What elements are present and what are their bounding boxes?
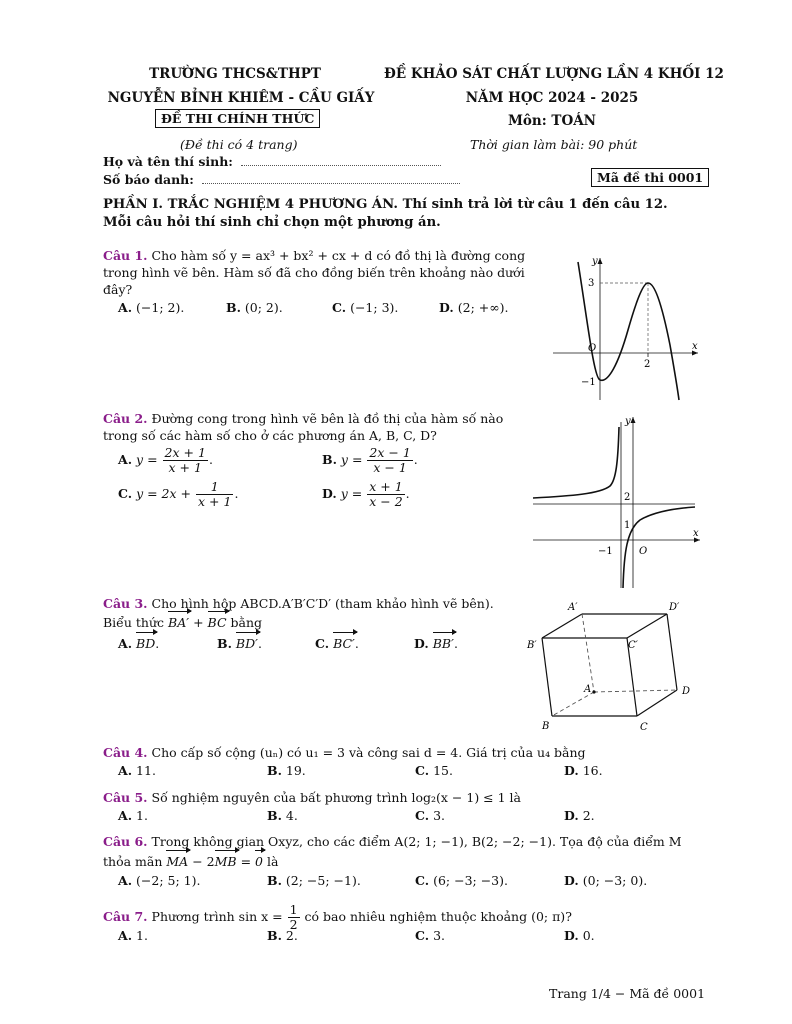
q7-option-b[interactable]: B. 2. bbox=[267, 928, 298, 943]
id-label: Số báo danh: bbox=[103, 172, 194, 187]
q3-label-c: C bbox=[640, 722, 648, 733]
q1-option-b[interactable]: B. (0; 2). bbox=[226, 300, 283, 315]
q2-a-pre: y = bbox=[136, 452, 158, 467]
q2-b-pre: y = bbox=[340, 452, 363, 467]
q2-text2: trong số các hàm số cho ở các phương án A, B, C, D? bbox=[103, 428, 437, 443]
q3-c-vec: BC′ bbox=[333, 636, 355, 651]
q4-d-text: 16. bbox=[582, 763, 603, 778]
q7-c-text: 3. bbox=[433, 928, 446, 943]
q6-text1: Trong không gian Oxyz, cho các điểm A(2; 1; −1), B(2; −2; −1). Tọa độ của điểm M bbox=[151, 834, 682, 849]
q6-text2-pre: thỏa mãn bbox=[103, 854, 163, 869]
q2-d-pre: y = bbox=[340, 486, 363, 501]
q3-label: Câu 3. bbox=[103, 596, 148, 611]
q4-option-c[interactable]: C. 15. bbox=[415, 763, 453, 778]
q6-vec-mb: MB bbox=[214, 854, 237, 869]
q1-d-text: (2; +∞). bbox=[457, 300, 509, 315]
q1-text2: trong hình vẽ bên. Hàm số đã cho đồng biến trên khoảng nào dưới bbox=[103, 265, 525, 280]
q6-option-b[interactable]: B. (2; −5; −1). bbox=[267, 873, 361, 888]
q7-d-text: 0. bbox=[582, 928, 595, 943]
q3-label-d: D bbox=[682, 686, 691, 697]
official-label: ĐỀ THI CHÍNH THỨC bbox=[155, 109, 320, 128]
q1-tick-m1: −1 bbox=[581, 377, 596, 388]
q2-d-num: x + 1 bbox=[369, 479, 403, 494]
page-footer: Trang 1/4 − Mã đề 0001 bbox=[549, 986, 706, 1001]
q4-line bbox=[103, 744, 713, 761]
q1-tick-2: 2 bbox=[644, 359, 651, 370]
part1-heading bbox=[103, 197, 668, 212]
q2-y-arrow bbox=[631, 417, 636, 423]
q2-x-label: x bbox=[693, 528, 699, 539]
q1-label: Câu 1. bbox=[103, 248, 148, 263]
q3-vec-ba1: BA′ bbox=[168, 615, 190, 630]
exam-title: ĐỀ KHẢO SÁT CHẤT LƯỢNG LẦN 4 KHỐI 12 bbox=[384, 66, 724, 82]
part1-instruction: Thí sinh trả lời từ câu 1 đến câu 12. bbox=[402, 197, 668, 212]
q2-c-frac bbox=[196, 480, 233, 509]
official-badge bbox=[155, 111, 320, 126]
exam-code: Mã đề thi 0001 bbox=[591, 168, 709, 187]
q3-text2-pre: Biểu thức bbox=[103, 615, 165, 630]
q5-option-d[interactable]: D. 2. bbox=[564, 808, 595, 823]
q3-d-vec: BB′ bbox=[432, 636, 454, 651]
q3-line2 bbox=[103, 614, 543, 631]
candidate-name-row bbox=[103, 154, 441, 169]
q2-option-a[interactable]: A. y = $\frac{2x + 1}{x + 1}$ . bbox=[118, 445, 213, 475]
school-year: NĂM HỌC 2024 - 2025 bbox=[465, 90, 639, 106]
q3-label-c1: C′ bbox=[628, 640, 638, 651]
q2-a-num: 2x + 1 bbox=[164, 445, 206, 460]
q2-c-num: 1 bbox=[196, 480, 233, 495]
q3-label-a: A bbox=[584, 684, 592, 695]
q4-option-a[interactable]: A. 11. bbox=[118, 763, 156, 778]
q2-c-pre: y = 2x + bbox=[136, 486, 192, 501]
q6-c-text: (6; −3; −3). bbox=[433, 873, 508, 888]
q1-c-text: (−1; 3). bbox=[350, 300, 399, 315]
q3-plus: + bbox=[193, 615, 204, 630]
q5-d-text: 2. bbox=[582, 808, 595, 823]
q3-b-vec: BD′ bbox=[235, 636, 258, 651]
q1-option-a[interactable]: A. (−1; 2). bbox=[118, 300, 185, 315]
q7-option-d[interactable]: D. 0. bbox=[564, 928, 595, 943]
q2-line1 bbox=[103, 410, 543, 427]
q3-label-d1: D′ bbox=[669, 602, 680, 613]
q7-num: 1 bbox=[289, 902, 298, 917]
name-field[interactable] bbox=[241, 165, 441, 166]
q6-option-d[interactable]: D. (0; −3; 0). bbox=[564, 873, 648, 888]
q1-cubic-graph bbox=[548, 250, 708, 405]
q4-a-text: 11. bbox=[136, 763, 156, 778]
exam-code-box bbox=[591, 170, 709, 185]
q2-hyperbola-graph bbox=[530, 412, 705, 590]
exam-time: Thời gian làm bài: 90 phút bbox=[470, 137, 638, 152]
q2-a-frac bbox=[163, 446, 208, 475]
q2-label: Câu 2. bbox=[103, 411, 148, 426]
q2-option-c[interactable]: C. y = 2x + $\frac{1}{x + 1}$ . bbox=[118, 479, 239, 509]
q2-origin-label: O bbox=[639, 546, 648, 557]
q5-line bbox=[103, 789, 713, 806]
q4-option-b[interactable]: B. 19. bbox=[267, 763, 306, 778]
q2-b-den: x − 1 bbox=[373, 460, 407, 475]
q1-y-arrow bbox=[598, 258, 603, 264]
q3-vec-bc: BC bbox=[207, 615, 227, 630]
q2-tick-m1: −1 bbox=[598, 546, 613, 557]
q5-a-text: 1. bbox=[136, 808, 148, 823]
q4-text: Cho cấp số cộng (uₙ) có u₁ = 3 và công sai d = 4. Giá trị của u₄ bằng bbox=[151, 745, 586, 760]
q1-option-d[interactable]: D. (2; +∞). bbox=[439, 300, 509, 315]
q1-a-text: (−1; 2). bbox=[136, 300, 185, 315]
q2-b-frac bbox=[367, 446, 412, 475]
q2-text1: Đường cong trong hình vẽ bên là đồ thị của hàm số nào bbox=[151, 411, 504, 426]
q7-a-text: 1. bbox=[136, 928, 148, 943]
q4-c-text: 15. bbox=[433, 763, 453, 778]
q7-den: 2 bbox=[289, 917, 298, 932]
q3-label-b: B bbox=[542, 721, 550, 732]
q2-d-den: x − 2 bbox=[369, 494, 403, 509]
q6-option-c[interactable]: C. (6; −3; −3). bbox=[415, 873, 508, 888]
q6-eq: = bbox=[240, 854, 252, 869]
part1-title: PHẦN I. TRẮC NGHIỆM 4 PHƯƠNG ÁN. bbox=[103, 197, 398, 212]
q7-option-c[interactable]: C. 3. bbox=[415, 928, 446, 943]
q3-label-a1: A′ bbox=[568, 602, 578, 613]
q1-option-c[interactable]: C. (−1; 3). bbox=[332, 300, 399, 315]
q6-line2 bbox=[103, 853, 713, 870]
subject: Môn: TOÁN bbox=[507, 113, 597, 129]
q3-option-a[interactable]: A. BD. bbox=[118, 636, 160, 651]
q6-d-text: (0; −3; 0). bbox=[582, 873, 648, 888]
q1-text3: đây? bbox=[103, 282, 133, 297]
q5-option-a[interactable]: A. 1. bbox=[118, 808, 148, 823]
q3-a-vec: BD bbox=[136, 636, 156, 651]
q6-vec-ma: MA bbox=[166, 854, 189, 869]
q1-tick-3: 3 bbox=[588, 278, 595, 289]
q3-option-d[interactable]: D. BB′. bbox=[414, 636, 458, 651]
q4-b-text: 19. bbox=[285, 763, 306, 778]
q3-line1 bbox=[103, 595, 543, 612]
q2-branch-right bbox=[623, 507, 695, 588]
q4-label: Câu 4. bbox=[103, 745, 148, 760]
q2-d-frac bbox=[367, 480, 404, 509]
q7-option-a[interactable]: A. 1. bbox=[118, 928, 148, 943]
q2-option-d[interactable]: D. y = $\frac{x + 1}{x - 2}$ . bbox=[322, 479, 410, 509]
id-field[interactable] bbox=[202, 183, 460, 184]
q5-label: Câu 5. bbox=[103, 790, 148, 805]
q5-c-text: 3. bbox=[433, 808, 446, 823]
q6-label: Câu 6. bbox=[103, 834, 148, 849]
q1-line1 bbox=[103, 247, 543, 264]
q1-x-label: x bbox=[692, 341, 698, 352]
q6-line1 bbox=[103, 833, 713, 850]
q6-b-text: (2; −5; −1). bbox=[285, 873, 361, 888]
q3-text1: Cho hình hộp ABCD.A′B′C′D′ (tham khảo hình vẽ bên). bbox=[151, 596, 494, 611]
q1-text1: Cho hàm số y = ax³ + bx² + cx + d có đồ thị là đường cong bbox=[151, 248, 526, 263]
q6-mid: − 2 bbox=[192, 854, 215, 869]
q7-pre: Phương trình sin x = bbox=[151, 909, 283, 924]
q3-option-c[interactable]: C. BC′. bbox=[315, 636, 359, 651]
q2-b-num: 2x − 1 bbox=[369, 445, 411, 460]
q7-b-text: 2. bbox=[285, 928, 298, 943]
q2-c-den: x + 1 bbox=[198, 494, 232, 509]
pages-note: (Đề thi có 4 trang) bbox=[180, 137, 298, 152]
candidate-id-row bbox=[103, 172, 460, 187]
q5-option-c[interactable]: C. 3. bbox=[415, 808, 446, 823]
q2-tick-1: 1 bbox=[624, 520, 631, 531]
q6-option-a[interactable]: A. (−2; 5; 1). bbox=[118, 873, 201, 888]
q7-post: có bao nhiêu nghiệm thuộc khoảng (0; π)? bbox=[304, 909, 572, 924]
q6-vec-zero: 0 bbox=[255, 854, 263, 869]
q1-b-text: (0; 2). bbox=[244, 300, 283, 315]
q2-branch-left bbox=[533, 427, 619, 498]
q2-a-den: x + 1 bbox=[168, 460, 202, 475]
q5-b-text: 4. bbox=[285, 808, 298, 823]
q4-option-d[interactable]: D. 16. bbox=[564, 763, 603, 778]
q1-y-label: y bbox=[592, 256, 598, 267]
q1-origin-label: O bbox=[588, 343, 597, 354]
q7-line bbox=[103, 902, 713, 932]
school-line2: NGUYỄN BỈNH KHIÊM - CẦU GIẤY bbox=[107, 90, 375, 106]
q2-y-label: y bbox=[625, 416, 631, 427]
q2-option-b[interactable]: B. y = $\frac{2x - 1}{x - 1}$ . bbox=[322, 445, 418, 475]
q7-label: Câu 7. bbox=[103, 909, 148, 924]
q5-text: Số nghiệm nguyên của bất phương trình log₂(x − 1) ≤ 1 là bbox=[151, 790, 521, 805]
q3-text2-post: bằng bbox=[230, 615, 263, 630]
q3-parallelepiped-figure bbox=[522, 596, 702, 738]
name-label: Họ và tên thí sinh: bbox=[103, 154, 233, 169]
q6-text2-post: là bbox=[266, 854, 279, 869]
q2-tick-2: 2 bbox=[624, 492, 631, 503]
school-line1: TRƯỜNG THCS&THPT bbox=[149, 66, 321, 82]
part1-instruction2: Mỗi câu hỏi thí sinh chỉ chọn một phương án. bbox=[103, 215, 441, 230]
q5-option-b[interactable]: B. 4. bbox=[267, 808, 298, 823]
q3-label-b1: B′ bbox=[527, 640, 537, 651]
q3-option-b[interactable]: B. BD′. bbox=[217, 636, 262, 651]
q6-a-text: (−2; 5; 1). bbox=[136, 873, 201, 888]
